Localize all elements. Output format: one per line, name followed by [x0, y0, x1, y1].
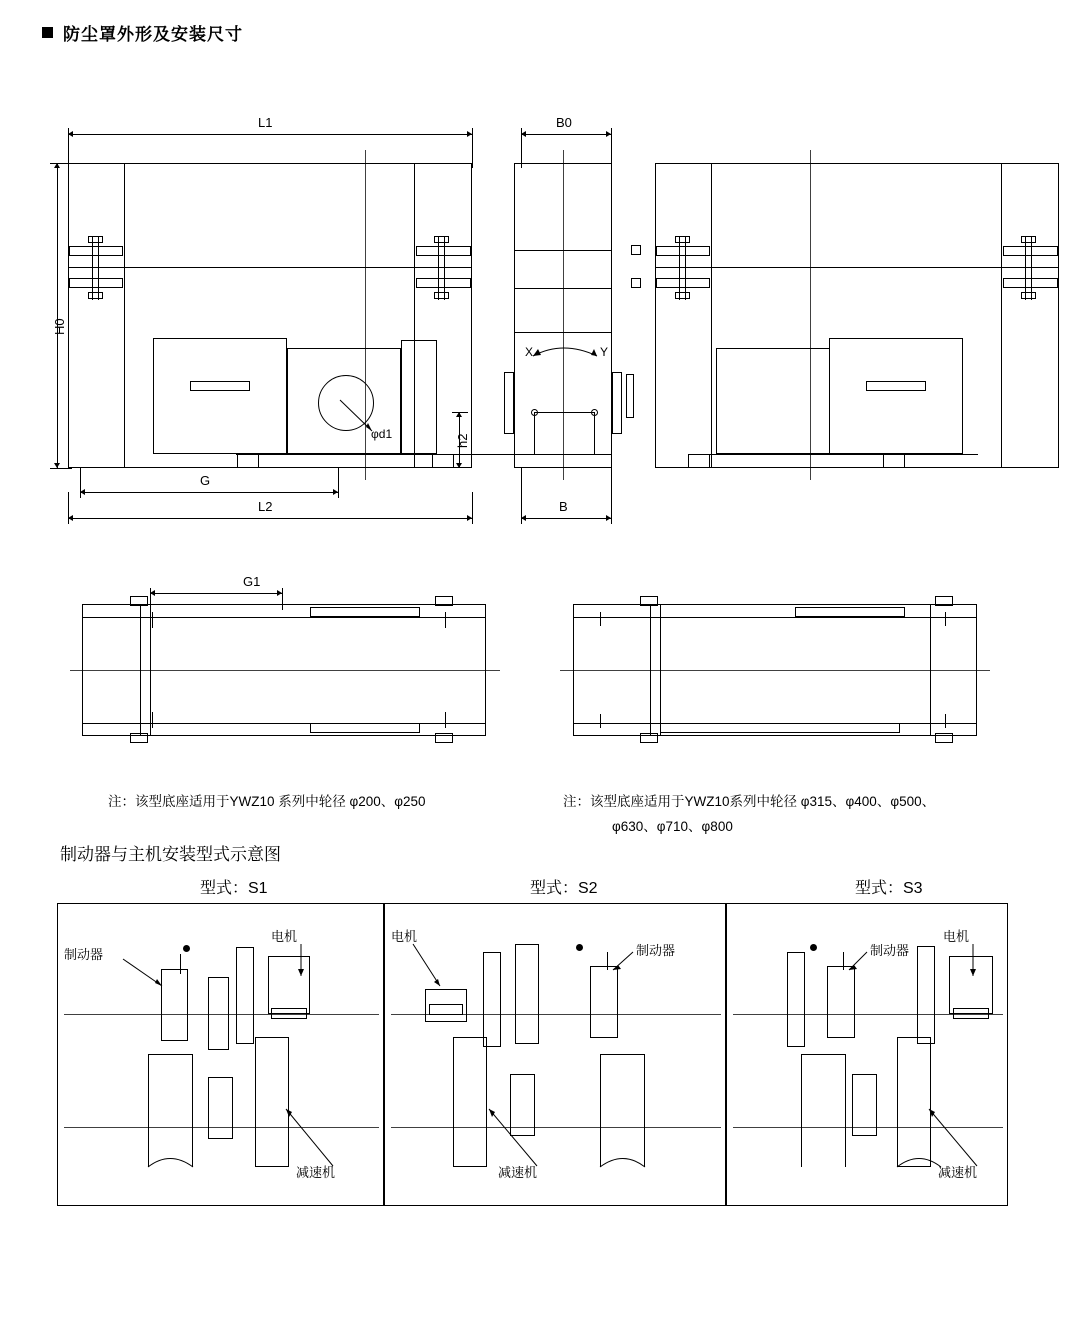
note-right-line2: φ630、φ710、φ800	[612, 819, 733, 834]
plan-right-tab-br	[935, 733, 953, 743]
panel-S3	[726, 903, 1008, 1206]
note-right-line1: 注：该型底座适用于YWZ10系列中轮径 φ315、φ400、φ500、	[563, 794, 936, 809]
plan-right-tab-tr	[935, 596, 953, 606]
stud-rv-left-1	[679, 236, 680, 300]
dim-line-B	[521, 518, 611, 519]
nut-rv-left-top	[675, 236, 690, 243]
plan-right-pad-bottom	[660, 723, 900, 733]
side-view-hoop-left	[534, 412, 535, 454]
dim-label-G: G	[200, 473, 211, 488]
side-view-hoop-bolt-left	[531, 409, 538, 416]
plan-left-bolt-3	[445, 612, 446, 628]
plan-right-centerline	[560, 670, 990, 671]
plan-left-bolt-2	[152, 712, 153, 728]
bolt-plate-rv-left-1	[656, 246, 710, 256]
dim-label-X: X	[525, 345, 534, 359]
right-view-inner-line-1	[711, 163, 712, 468]
dim-label-L1: L1	[258, 115, 273, 130]
right-view-inner-line-2	[1001, 163, 1002, 468]
dim-label-G1: G1	[243, 574, 261, 589]
s3-motor-label: 电机	[943, 929, 970, 944]
s1-reducer-label: 减速机	[296, 1165, 336, 1180]
section2-title: 制动器与主机安装型式示意图	[60, 845, 281, 864]
plan-left-bolt-1	[152, 612, 153, 628]
dim-label-d1: φd1	[371, 427, 393, 441]
plan-right-bolt-4	[945, 714, 946, 728]
plan-left-hline-bottom	[82, 723, 486, 724]
section-heading-label: 防尘罩外形及安装尺寸	[63, 25, 243, 44]
s2-reducer-leader	[385, 904, 727, 1207]
plan-left-bolt-4	[445, 712, 446, 728]
panel-2-type-label: 型式：S2	[530, 880, 598, 897]
note-left: 注：该型底座适用于YWZ10 系列中轮径 φ200、φ250	[108, 794, 426, 809]
panel-1-type-label: 型式：S1	[200, 880, 268, 897]
ext-line-B-right	[611, 468, 612, 524]
stud-rv-right-2	[1031, 236, 1032, 300]
side-view-base-line	[514, 454, 612, 455]
panel-S1	[57, 903, 384, 1206]
s3-reducer-label: 减速机	[938, 1165, 978, 1180]
dim-label-Y: Y	[600, 345, 609, 359]
plan-right-hline-top	[573, 617, 977, 618]
dim-label-H0: H0	[52, 318, 67, 335]
stud-rv-right-1	[1025, 236, 1026, 300]
ext-line-B-left	[521, 468, 522, 524]
plan-right-bolt-3	[945, 612, 946, 626]
plan-left-pad-bottom	[310, 723, 420, 733]
plan-left-pad-top	[310, 607, 420, 617]
plan-right-bolt-2	[600, 714, 601, 728]
right-view-foot-notch-2	[883, 454, 905, 468]
plan-right-tab-tl	[640, 596, 658, 606]
right-view-foot-notch-1	[688, 454, 710, 468]
plan-left-tab-tr	[435, 596, 453, 606]
plan-right-tab-bl	[640, 733, 658, 743]
s2-brake-label: 制动器	[636, 943, 676, 958]
plan-left-tab-tl	[130, 596, 148, 606]
right-view-joint-line	[655, 267, 1059, 268]
right-view-brake-body	[829, 338, 963, 454]
plan-left-tab-bl	[130, 733, 148, 743]
plan-right-pad-top	[795, 607, 905, 617]
stud-rv-left-2	[685, 236, 686, 300]
right-view-slot	[866, 381, 926, 391]
s1-reducer-leader	[58, 904, 385, 1207]
s3-brake-label: 制动器	[870, 943, 910, 958]
plan-left-hline-top	[82, 617, 486, 618]
dim-label-L2: L2	[258, 499, 273, 514]
nut-rv-left-bottom	[675, 292, 690, 299]
plan-left-tab-br	[435, 733, 453, 743]
plan-left-centerline	[70, 670, 500, 671]
panel-3-type-label: 型式：S3	[855, 880, 923, 897]
dim-label-h2: h2	[455, 433, 470, 448]
nut-rv-right-bottom	[1021, 292, 1036, 299]
dim-label-B: B	[559, 499, 568, 514]
right-view-base-top-edge	[688, 454, 978, 455]
panel-S2	[384, 903, 726, 1206]
side-view-hoop-top	[534, 412, 594, 413]
bolt-plate-rv-left-2	[656, 278, 710, 288]
dim-line-G1	[150, 593, 282, 594]
side-view-hoop-right	[594, 412, 595, 454]
s1-motor-label: 电机	[271, 929, 298, 944]
plan-right-bolt-1	[600, 612, 601, 626]
dim-label-B0: B0	[556, 115, 572, 130]
side-view-hoop-bolt-right	[591, 409, 598, 416]
s2-reducer-label: 减速机	[498, 1165, 538, 1180]
nut-rv-right-top	[1021, 236, 1036, 243]
right-view-hub-housing	[716, 348, 830, 454]
s2-motor-label: 电机	[391, 929, 418, 944]
s1-brake-label: 制动器	[64, 947, 104, 962]
